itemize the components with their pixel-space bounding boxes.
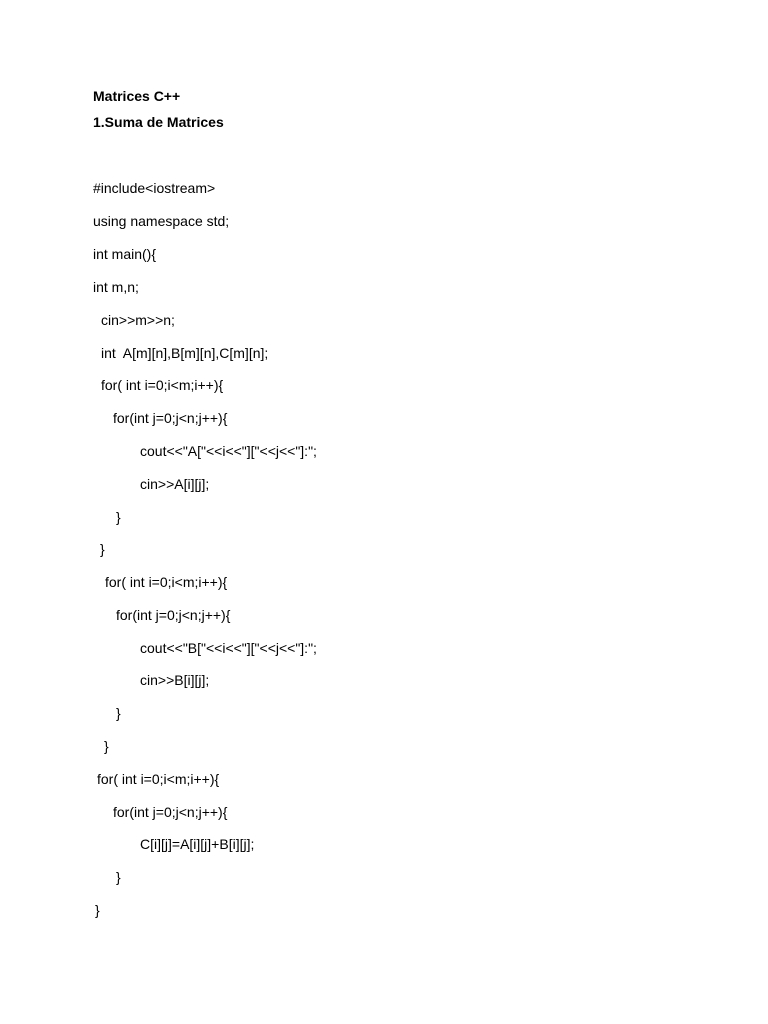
code-line: } — [116, 509, 121, 525]
code-line: for( int i=0;i<m;i++){ — [105, 574, 228, 590]
code-line: cout<<"B["<<i<<"]["<<j<<"]:"; — [140, 640, 317, 656]
code-line: } — [100, 541, 105, 557]
code-line: cin>>A[i][j]; — [140, 476, 210, 492]
code-line: cin>>B[i][j]; — [140, 672, 210, 688]
code-line: cout<<"A["<<i<<"]["<<j<<"]:"; — [140, 443, 317, 459]
code-line: #include<iostream> — [93, 180, 216, 196]
code-line: int m,n; — [93, 279, 139, 295]
code-line: } — [95, 902, 100, 918]
code-line: cin>>m>>n; — [101, 312, 175, 328]
code-line: } — [104, 738, 109, 754]
document-title: Matrices C++ — [93, 88, 181, 104]
code-line: C[i][j]=A[i][j]+B[i][j]; — [140, 836, 255, 852]
code-line: for( int i=0;i<m;i++){ — [101, 377, 224, 393]
code-line: using namespace std; — [93, 213, 230, 229]
code-line: } — [116, 869, 121, 885]
code-line: for( int i=0;i<m;i++){ — [97, 771, 220, 787]
code-line: for(int j=0;j<n;j++){ — [113, 410, 228, 426]
section-heading: 1.Suma de Matrices — [93, 114, 224, 130]
code-line: int A[m][n],B[m][n],C[m][n]; — [101, 345, 269, 361]
code-line: for(int j=0;j<n;j++){ — [113, 804, 228, 820]
code-line: } — [116, 705, 121, 721]
code-line: int main(){ — [93, 246, 157, 262]
code-line: for(int j=0;j<n;j++){ — [116, 607, 231, 623]
